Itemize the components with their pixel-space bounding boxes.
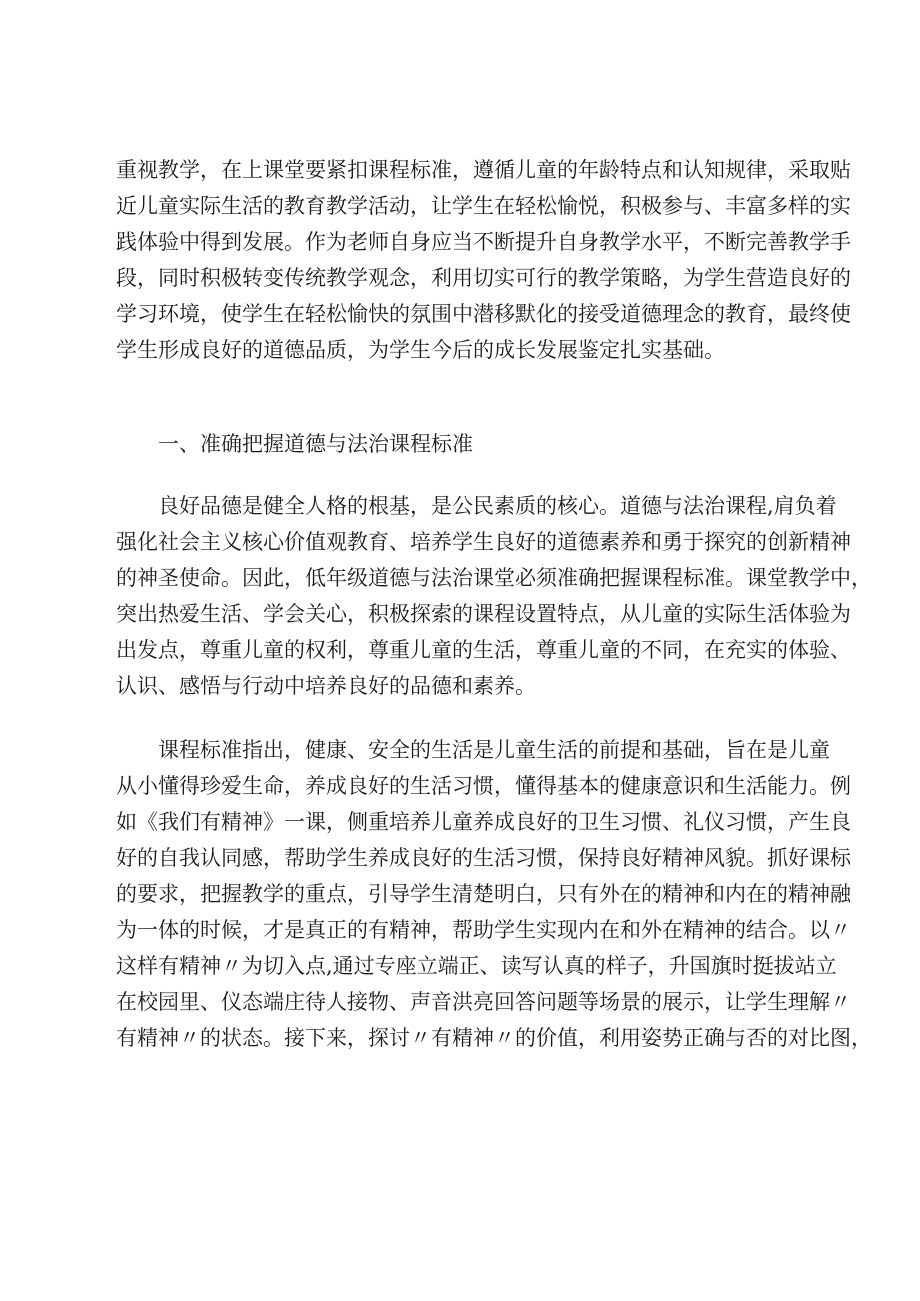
text-line: 段，同时积极转变传统教学观念，利用切实可行的教学策略，为学生营造良好的	[116, 266, 851, 290]
paragraph-health-safety	[116, 732, 872, 1056]
text-line: 出发点，尊重儿童的权利，尊重儿童的生活，尊重儿童的不同，在充实的体验、	[116, 638, 851, 662]
text-line: 强化社会主义核心价值观教育、培养学生良好的道德素养和勇于探究的创新精神	[116, 530, 851, 554]
text-line: 如《我们有精神》一课，侧重培养儿童养成良好的卫生习惯、礼仪习惯，产生良	[116, 810, 851, 834]
section-heading	[116, 426, 806, 462]
paragraph-curriculum-standard	[116, 488, 872, 704]
text-line: 在校园里、仪态端庄待人接物、声音洪亮回答问题等场景的展示，让学生理解〃	[116, 990, 851, 1014]
text-line: 重视教学，在上课堂要紧扣课程标准，遵循儿童的年龄特点和认知规律，采取贴	[116, 158, 851, 182]
text-line: 课程标准指出，健康、安全的生活是儿童生活的前提和基础，旨在是儿童	[158, 738, 830, 762]
section-heading-text: 一、准确把握道德与法治课程标准	[158, 432, 473, 456]
text-line: 认识、感悟与行动中培养良好的品德和素养。	[116, 674, 536, 698]
text-line: 学习环境，使学生在轻松愉快的氛围中潜移默化的接受道德理念的教育，最终使	[116, 302, 851, 326]
text-line: 践体验中得到发展。作为老师自身应当不断提升自身教学水平，不断完善教学手	[116, 230, 851, 254]
text-line: 好的自我认同感，帮助学生养成良好的生活习惯，保持良好精神风貌。抓好课标	[116, 846, 851, 870]
text-line: 良好品德是健全人格的根基，是公民素质的核心。道德与法治课程,肩负着	[158, 494, 837, 518]
text-line: 为一体的时候，才是真正的有精神，帮助学生实现内在和外在精神的结合。以〃	[116, 918, 851, 942]
text-line: 的神圣使命。因此，低年级道德与法治课堂必须准确把握课程标准。课堂教学中，	[116, 566, 872, 590]
text-line: 有精神〃的状态。接下来，探讨〃有精神〃的价值，利用姿势正确与否的对比图，	[116, 1026, 872, 1050]
text-line: 这样有精神〃为切入点,通过专座立端正、读写认真的样子，升国旗时挺拔站立	[116, 954, 837, 978]
text-line: 学生形成良好的道德品质，为学生今后的成长发展鉴定扎实基础。	[116, 338, 725, 362]
text-line: 突出热爱生活、学会关心，积极探索的课程设置特点，从儿童的实际生活体验为	[116, 602, 851, 626]
text-line: 的要求，把握教学的重点，引导学生清楚明白，只有外在的精神和内在的精神融	[116, 882, 851, 906]
text-line: 从小懂得珍爱生命，养成良好的生活习惯，懂得基本的健康意识和生活能力。例	[116, 774, 851, 798]
paragraph-teaching-intro	[116, 152, 851, 368]
text-line: 近儿童实际生活的教育教学活动，让学生在轻松愉悦，积极参与、丰富多样的实	[116, 194, 851, 218]
